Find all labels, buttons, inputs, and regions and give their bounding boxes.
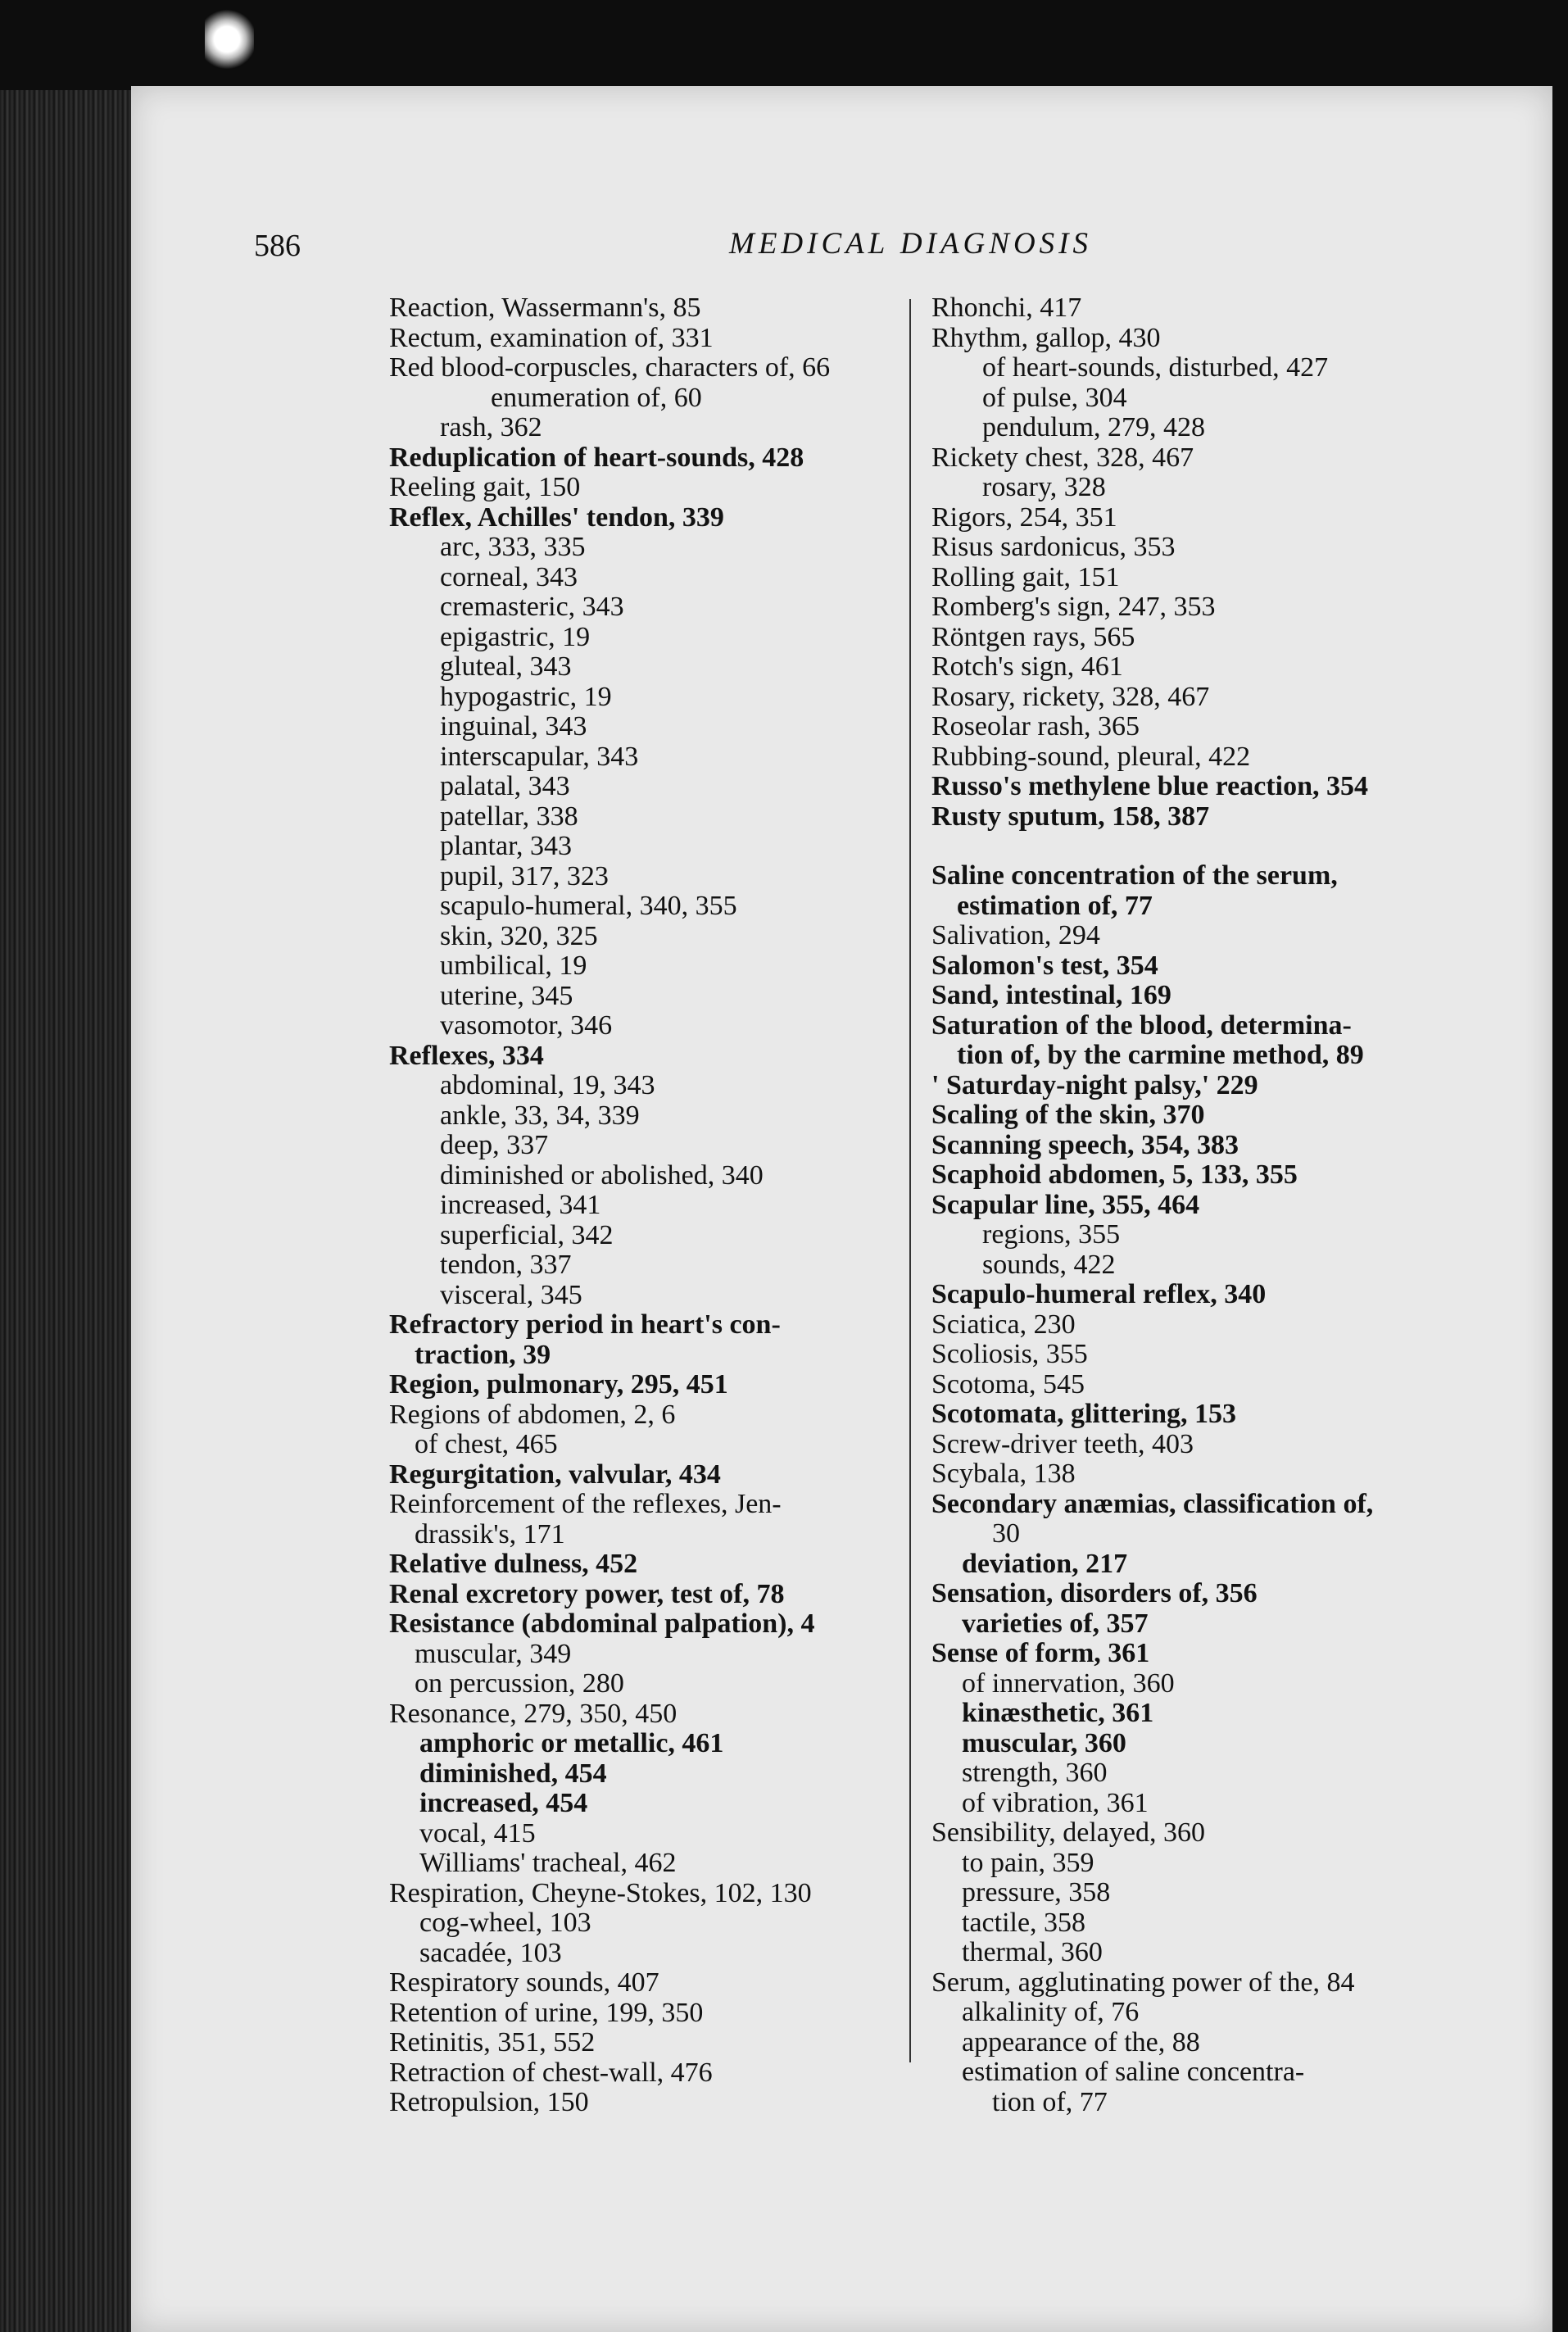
index-entry: traction, 39 [415,1339,551,1370]
index-entry: abdominal, 19, 343 [440,1070,655,1100]
index-entry: enumeration of, 60 [491,382,702,413]
index-entry: of innervation, 360 [962,1667,1175,1699]
index-entry: plantar, 343 [440,831,573,861]
index-entry: Retraction of chest-wall, 476 [389,2057,713,2088]
index-entry: interscapular, 343 [440,741,639,772]
index-entry: Reaction, Wassermann's, 85 [389,293,701,323]
index-entry: pupil, 317, 323 [440,860,609,892]
index-entry: Retinitis, 351, 552 [389,2027,596,2058]
index-entry: Rotch's sign, 461 [931,651,1123,682]
index-entry: Sciatica, 230 [931,1309,1076,1340]
index-entry: diminished or abolished, 340 [440,1159,764,1191]
index-entry: Sense of form, 361 [931,1638,1150,1668]
index-entry: Williams' tracheal, 462 [419,1848,677,1878]
index-entry: inguinal, 343 [440,711,587,742]
index-entry: Rickety chest, 328, 467 [931,442,1194,473]
index-entry: Secondary anæmias, classification of, [931,1488,1374,1519]
index-entry: Respiratory sounds, 407 [389,1967,659,1998]
index-entry: appearance of the, 88 [962,2026,1200,2058]
index-entry: vasomotor, 346 [440,1010,613,1041]
index-entry: Sensation, disorders of, 356 [931,1578,1258,1608]
index-entry: tendon, 337 [440,1250,572,1280]
index-entry: Romberg's sign, 247, 353 [931,592,1216,622]
index-entry: Risus sardonicus, 353 [931,532,1176,562]
index-entry: Salivation, 294 [931,920,1100,950]
index-entry: Roseolar rash, 365 [931,711,1140,742]
index-entry: Scapulo-humeral reflex, 340 [931,1279,1267,1309]
index-entry: strength, 360 [962,1758,1108,1788]
column-divider [909,299,911,2062]
index-entry: pressure, 358 [962,1877,1111,1908]
index-entry: Scotoma, 545 [931,1368,1085,1400]
index-entry: cog-wheel, 103 [419,1908,591,1938]
index-entry: Scoliosis, 355 [931,1339,1088,1369]
index-entry: Salomon's test, 354 [931,950,1158,981]
index-entry: tion of, 77 [992,2086,1108,2117]
index-entry: Serum, agglutinating power of the, 84 [931,1967,1355,1998]
index-entry: Saline concentration of the serum, [931,860,1338,891]
index-entry: of vibration, 361 [962,1787,1149,1818]
index-entry: amphoric or metallic, 461 [419,1728,724,1758]
index-column-right [931,293,1456,2117]
index-entry: deep, 337 [440,1130,549,1160]
index-entry: Reflexes, 334 [389,1040,544,1071]
index-entry: Renal excretory power, test of, 78 [389,1578,785,1609]
index-entry: Region, pulmonary, 295, 451 [389,1369,728,1400]
index-entry: Scanning speech, 354, 383 [931,1129,1239,1160]
index-entry: Sensibility, delayed, 360 [931,1817,1205,1848]
index-entry: increased, 454 [419,1788,588,1818]
index-entry: of pulse, 304 [982,382,1127,413]
index-entry: Rectum, examination of, 331 [389,322,714,353]
index-entry: rash, 362 [440,412,542,442]
index-entry: thermal, 360 [962,1937,1103,1967]
index-entry: patellar, 338 [440,801,578,832]
index-entry: superficial, 342 [440,1219,614,1250]
index-entry: vocal, 415 [419,1817,536,1849]
index-entry: Reinforcement of the reflexes, Jen- [389,1489,782,1519]
index-entry: alkalinity of, 76 [962,1997,1140,2027]
index-entry: corneal, 343 [440,561,578,592]
index-entry: Scybala, 138 [931,1459,1076,1489]
index-entry: Rigors, 254, 351 [931,501,1117,533]
index-entry: Scapular line, 355, 464 [931,1189,1200,1220]
index-entry: pendulum, 279, 428 [982,412,1205,442]
index-entry: increased, 341 [440,1190,601,1220]
index-entry: diminished, 454 [419,1758,607,1789]
index-entry: of chest, 465 [415,1429,558,1459]
index-entry: Rubbing-sound, pleural, 422 [931,741,1251,772]
index-entry: Refractory period in heart's con- [389,1309,781,1340]
index-entry: regions, 355 [982,1219,1121,1250]
index-entry: varieties of, 357 [962,1608,1149,1639]
index-entry: ankle, 33, 34, 339 [440,1100,640,1131]
index-section-gap [931,832,1456,861]
index-entry: visceral, 345 [440,1279,582,1310]
index-entry: cremasteric, 343 [440,592,624,622]
index-entry: tactile, 358 [962,1907,1086,1938]
index-entry: epigastric, 19 [440,621,591,652]
index-entry: of heart-sounds, disturbed, 427 [982,352,1329,383]
book-edge [0,90,135,2332]
index-entry: Sand, intestinal, 169 [931,980,1171,1010]
index-entry: scapulo-humeral, 340, 355 [440,891,737,921]
index-entry: rosary, 328 [982,472,1106,502]
index-entry: hypogastric, 19 [440,681,612,712]
index-entry: drassik's, 171 [415,1518,565,1549]
index-entry: estimation of saline concentra- [962,2057,1305,2087]
index-entry: on percussion, 280 [415,1668,624,1699]
page-number: 586 [254,229,301,263]
index-entry: Regions of abdomen, 2, 6 [389,1399,676,1430]
index-entry: uterine, 345 [440,980,573,1011]
index-entry: Reflex, Achilles' tendon, 339 [389,501,724,533]
index-entry: Retropulsion, 150 [389,2087,589,2117]
index-entry: Rusty sputum, 158, 387 [931,801,1210,832]
index-entry: Rhythm, gallop, 430 [931,322,1161,353]
running-head: MEDICAL DIAGNOSIS [729,227,1092,261]
index-entry: Respiration, Cheyne-Stokes, 102, 130 [389,1877,812,1908]
index-entry: Rhonchi, 417 [931,293,1082,323]
index-entry: Rolling gait, 151 [931,561,1120,592]
index-entry: Scaling of the skin, 370 [931,1100,1205,1130]
index-entry: Rosary, rickety, 328, 467 [931,681,1210,712]
index-entry: Relative dulness, 452 [389,1549,638,1579]
index-entry: skin, 320, 325 [440,920,598,951]
index-entry: Saturation of the blood, determina- [931,1009,1352,1041]
index-entry: Regurgitation, valvular, 434 [389,1459,721,1490]
index-entry: Reduplication of heart-sounds, 428 [389,442,804,473]
index-entry: Red blood-corpuscles, characters of, 66 [389,352,831,383]
index-entry: Reeling gait, 150 [389,472,581,502]
index-entry: kinæsthetic, 361 [962,1698,1154,1728]
index-entry: tion of, by the carmine method, 89 [957,1040,1364,1070]
index-entry: sounds, 422 [982,1249,1116,1280]
scan-corner-mark [205,7,254,72]
index-entry: Resonance, 279, 350, 450 [389,1698,678,1729]
index-column-left [389,293,897,2118]
index-entry: deviation, 217 [962,1548,1128,1579]
index-entry: arc, 333, 335 [440,532,586,562]
index-entry: Russo's methylene blue reaction, 354 [931,771,1368,801]
index-entry: muscular, 360 [962,1727,1126,1758]
index-entry: estimation of, 77 [957,890,1153,921]
index-entry: sacadée, 103 [419,1937,562,1968]
index-entry: palatal, 343 [440,771,570,801]
index-entry: Scaphoid abdomen, 5, 133, 355 [931,1159,1298,1190]
index-entry: to pain, 359 [962,1847,1094,1878]
index-entry: gluteal, 343 [440,651,572,682]
index-entry: Scotomata, glittering, 153 [931,1399,1237,1429]
index-entry: muscular, 349 [415,1638,572,1669]
index-entry: ' Saturday-night palsy,' 229 [931,1069,1258,1100]
index-entry: Röntgen rays, 565 [931,621,1135,652]
index-entry: umbilical, 19 [440,950,587,981]
index-entry: Resistance (abdominal palpation), 4 [389,1608,815,1639]
index-entry: 30 [992,1518,1020,1549]
index-entry: Screw-driver teeth, 403 [931,1428,1194,1459]
index-entry: Retention of urine, 199, 350 [389,1997,704,2028]
